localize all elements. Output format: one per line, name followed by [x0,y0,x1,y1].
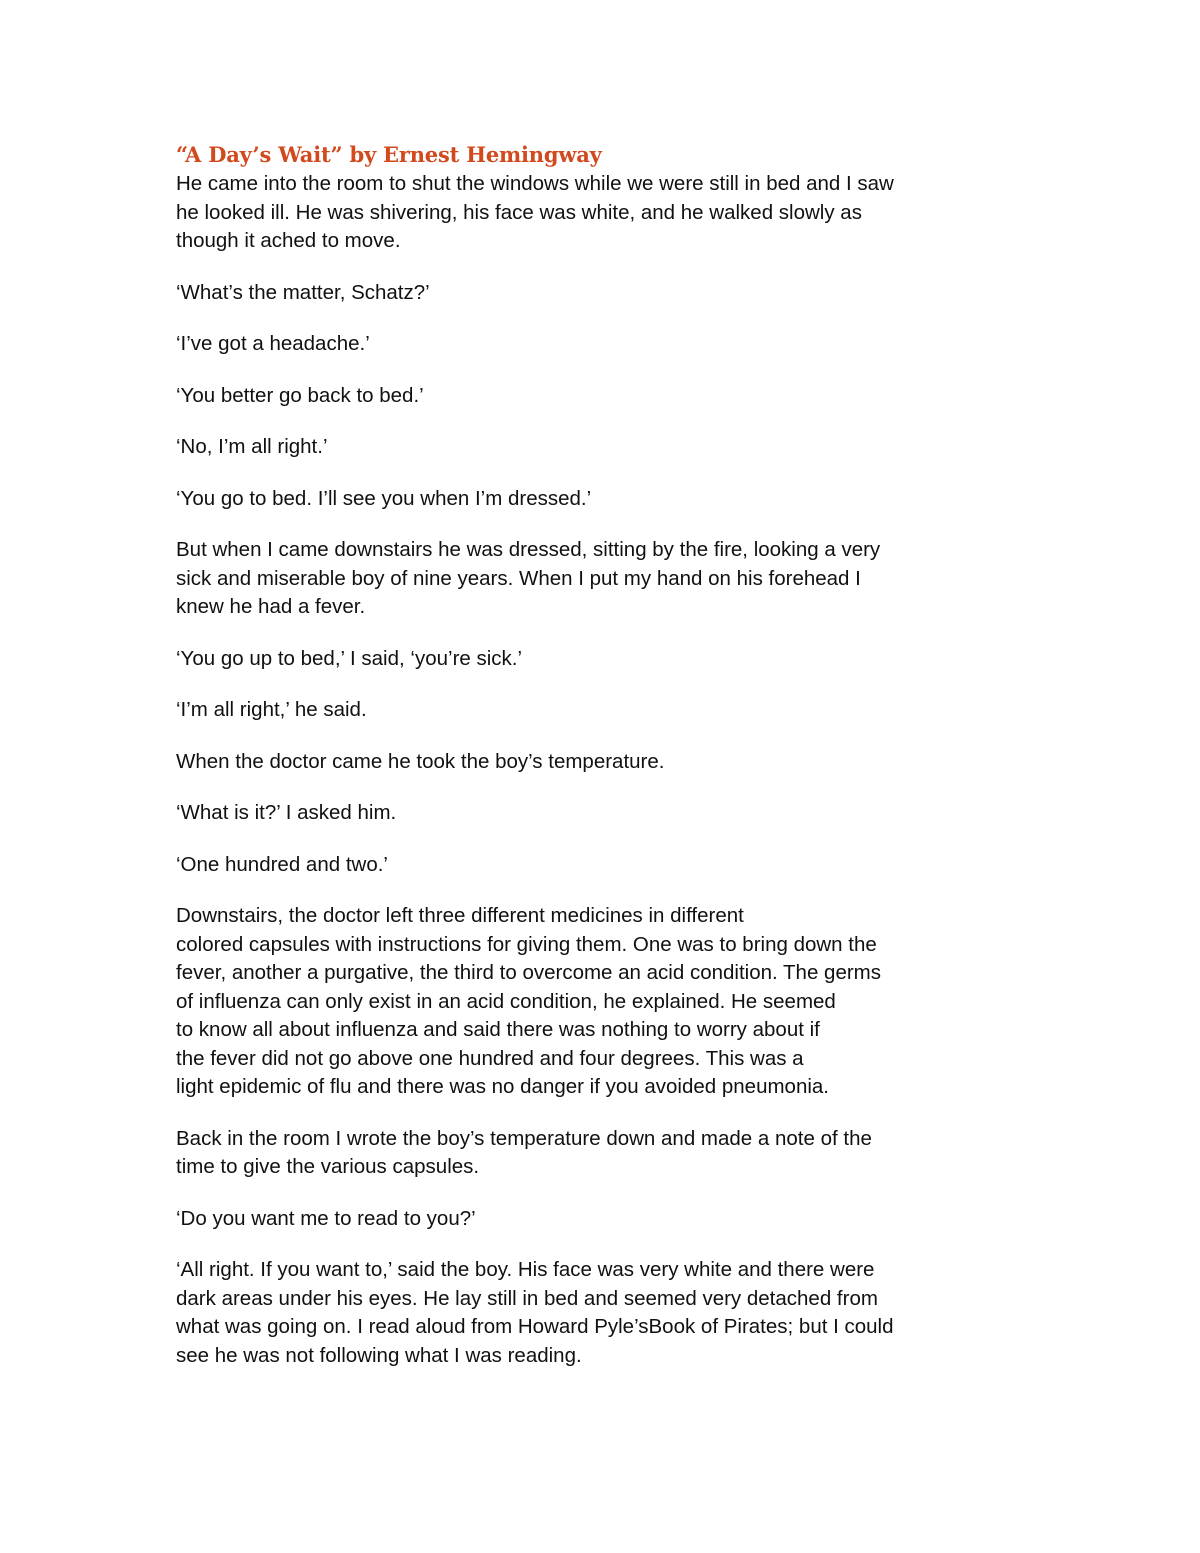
story-paragraph [176,433,1036,462]
paragraph-line: sick and miserable boy of nine years. When I put my hand on his forehead I [176,566,861,590]
paragraph-line: see he was not following what I was reading. [176,1343,582,1367]
paragraph-line: ‘All right. If you want to,’ said the boy. His face was very white and there were [176,1258,875,1281]
paragraph-line: ‘No, I’m all right.’ [176,435,328,458]
story-paragraph [176,645,1036,674]
paragraph-line: time to give the various capsules. [176,1155,480,1178]
paragraph-line: what was going on. I read aloud from Howard Pyle’sBook of Pirates; but I could [176,1315,894,1338]
paragraph-line: though it ached to move. [176,229,401,252]
paragraph-line: ‘What is it?’ I asked him. [176,801,397,824]
story-paragraph [176,1125,1036,1182]
story-paragraph [176,851,1036,880]
paragraph-line: fever, another a purgative, the third to overcome an acid condition. The germs [176,961,881,984]
paragraph-line: ‘What’s the matter, Schatz?’ [176,280,430,304]
story-title: “A Day’s Wait” by Ernest Hemingway [176,142,602,167]
paragraph-line: the fever did not go above one hundred and four degrees. This was a [176,1046,804,1070]
paragraph-line: ‘You go up to bed,’ I said, ‘you’re sick.’ [176,646,523,670]
paragraph-line: ‘You go to bed. I’ll see you when I’m dressed.’ [176,486,592,510]
paragraph-line: knew he had a fever. [176,595,366,618]
paragraph-line: dark areas under his eyes. He lay still in bed and seemed very detached from [176,1286,878,1310]
paragraph-line: ‘One hundred and two.’ [176,852,388,876]
paragraph-line: ‘Do you want me to read to you?’ [176,1206,476,1230]
paragraph-line: of influenza can only exist in an acid condition, he explained. He seemed [176,989,836,1013]
story-paragraph [176,902,1036,1102]
story-paragraph [176,330,1036,359]
paragraph-line: to know all about influenza and said there was nothing to worry about if [176,1018,820,1041]
paragraph-line: Back in the room I wrote the boy’s temperature down and made a note of the [176,1126,872,1150]
paragraph-line: ‘I’ve got a headache.’ [176,332,370,355]
paragraph-line: When the doctor came he took the boy’s temperature. [176,749,665,773]
paragraph-line: ‘I’m all right,’ he said. [176,698,367,721]
paragraph-line: ‘You better go back to bed.’ [176,383,424,407]
paragraph-line: But when I came downstairs he was dressed, sitting by the fire, looking a very [176,538,881,561]
story-text [176,170,1036,1370]
story-paragraph [176,1256,1036,1370]
paragraph-line: He came into the room to shut the windows while we were still in bed and I saw [176,172,894,195]
paragraph-line: light epidemic of flu and there was no danger if you avoided pneumonia. [176,1075,830,1098]
story-paragraph [176,1205,1036,1234]
story-paragraph [176,696,1036,725]
story-paragraph [176,279,1036,308]
paragraph-line: he looked ill. He was shivering, his face was white, and he walked slowly as [176,200,862,224]
story-paragraph [176,170,1036,256]
story-paragraph [176,799,1036,828]
paragraph-line: colored capsules with instructions for giving them. One was to bring down the [176,932,877,956]
story-paragraph [176,485,1036,514]
story-paragraph [176,536,1036,622]
document-body [176,140,1036,1393]
story-paragraph [176,382,1036,411]
paragraph-line: Downstairs, the doctor left three different medicines in different [176,904,744,927]
story-paragraph [176,748,1036,777]
